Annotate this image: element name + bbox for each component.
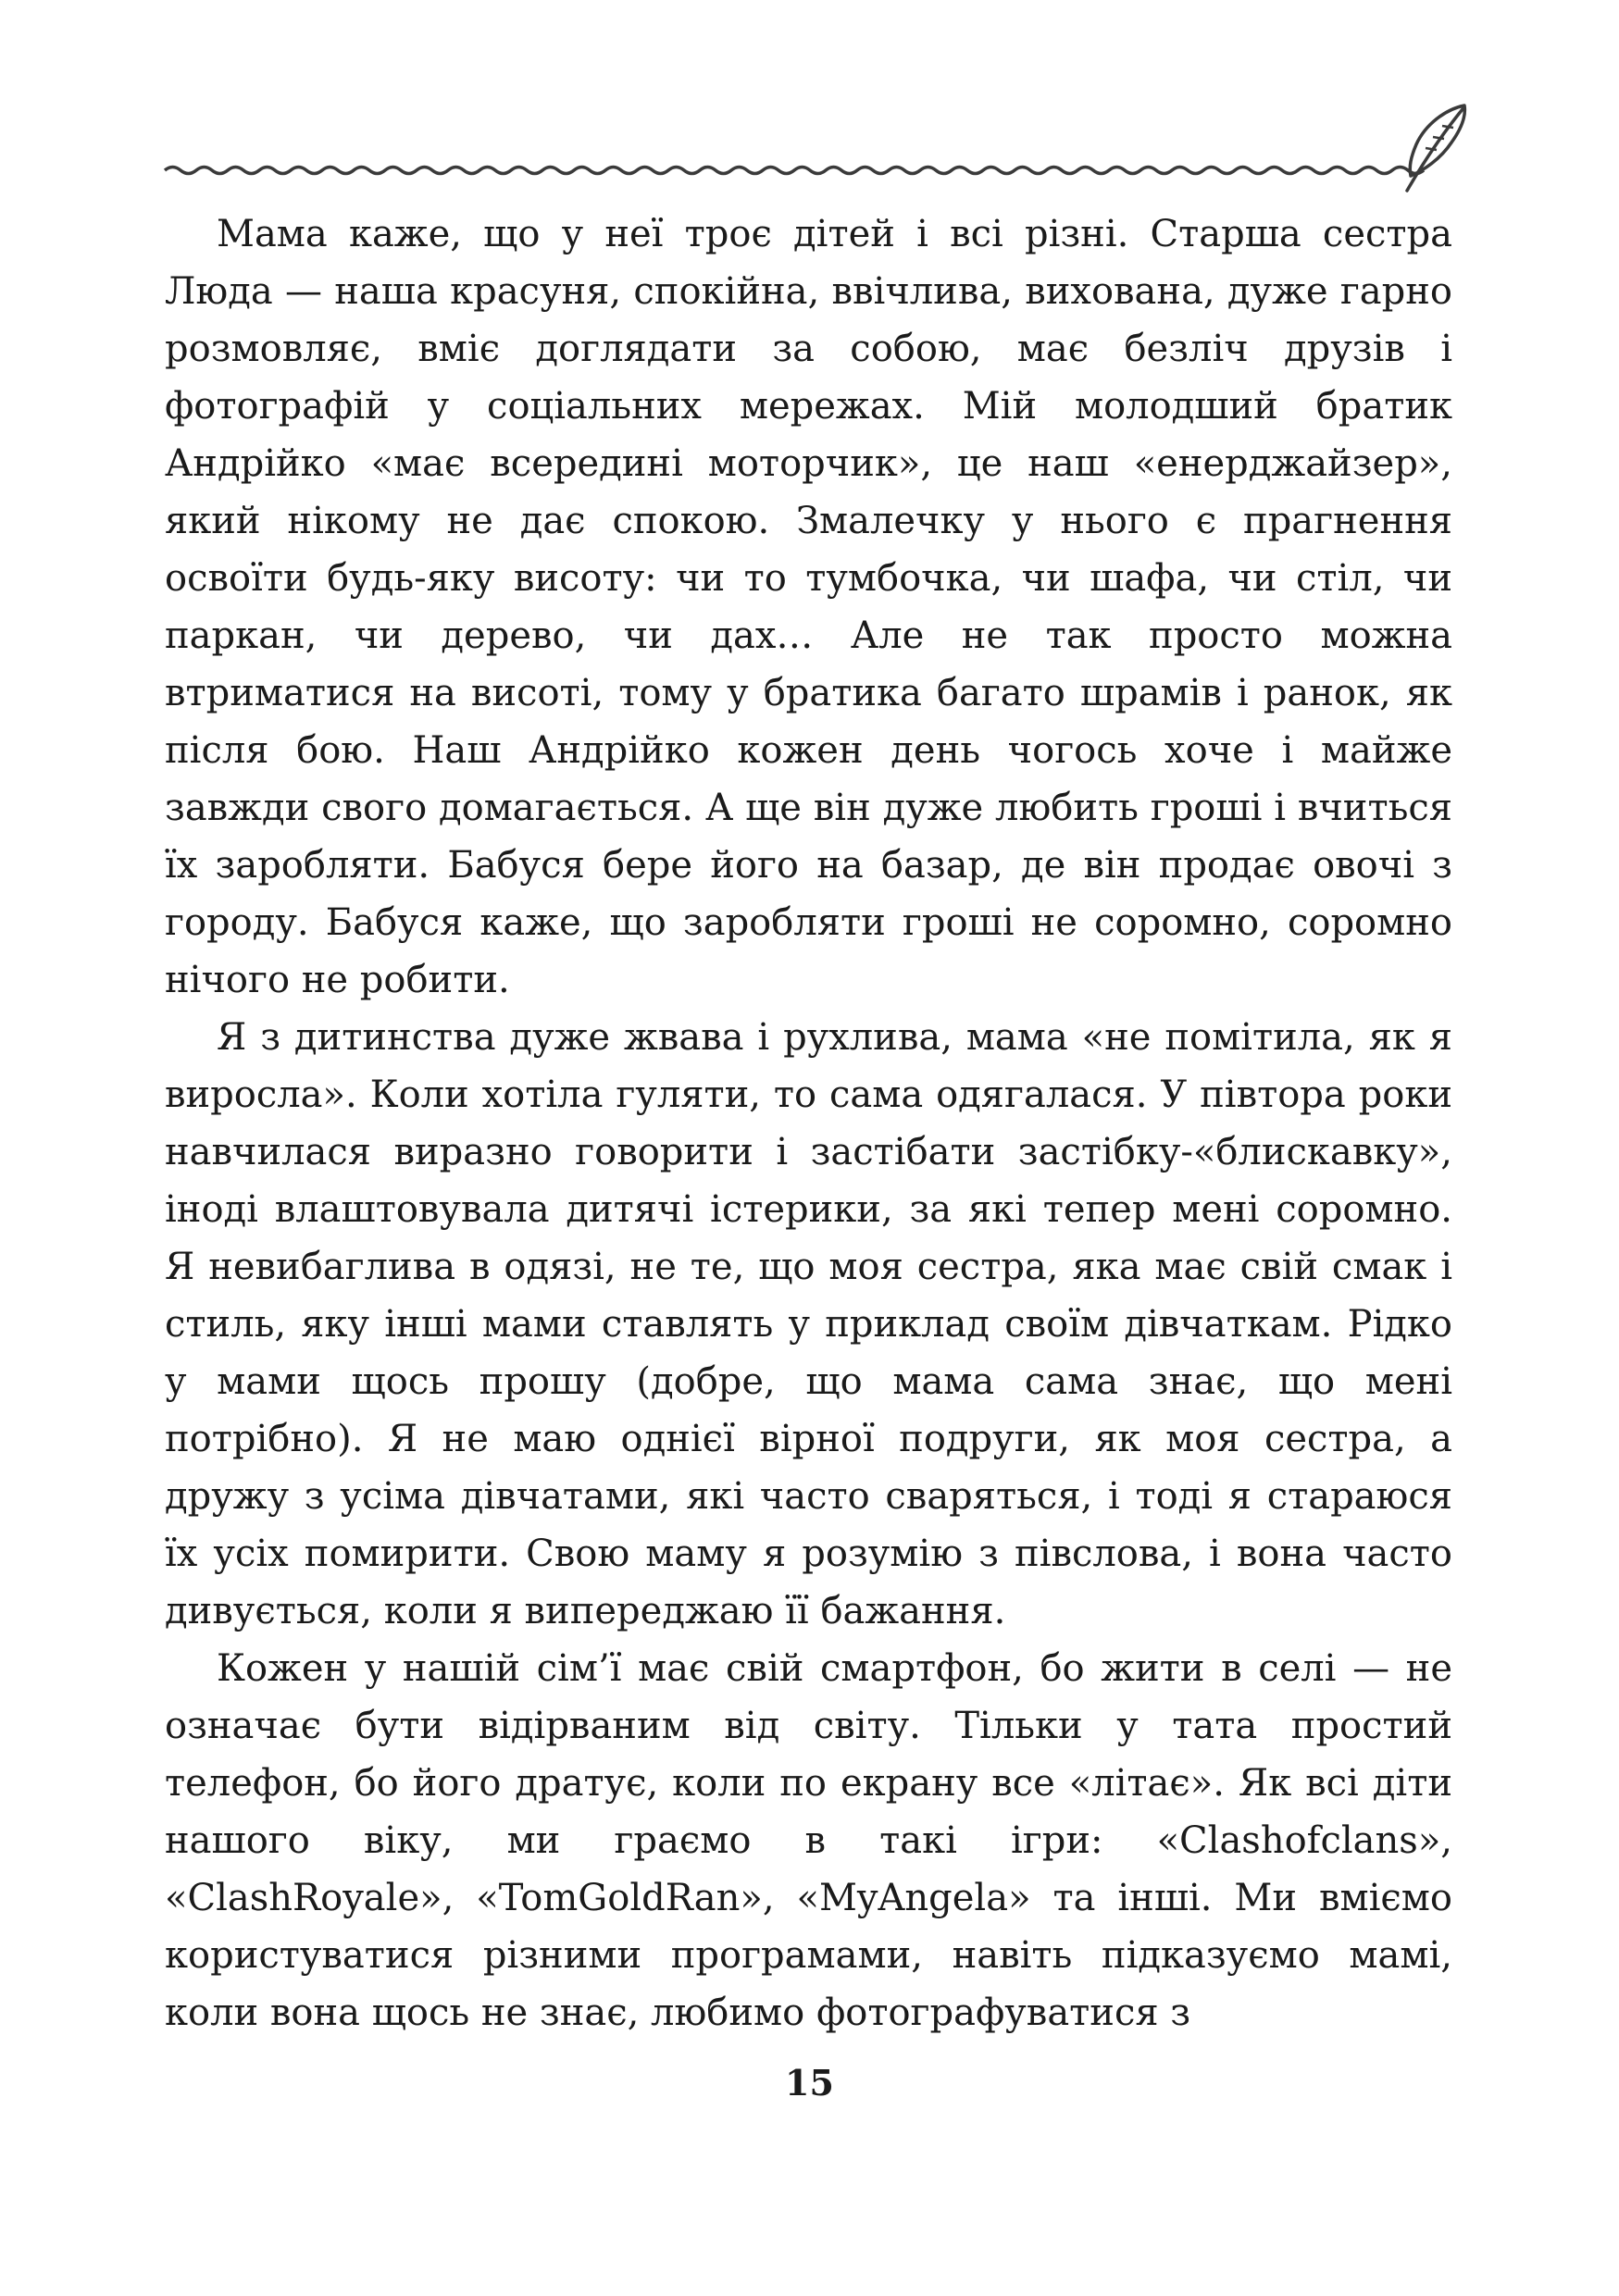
article-body: [165, 205, 1452, 2042]
paragraph-2: Я з дитинства дуже жвава і рухлива, мама «не помітила, як я виросла». Коли хотіла гуляти, то сама одягалася. У півтора роки навчилася виразно говорити і застібати застібку-«блискавку», іноді влаштовувала дитячі істерики, за які тепер мені соромно. Я невибаглива в одязі, не те, що моя сестра, яка має свій смак і стиль, яку інші мами ставлять у приклад своїм дівчаткам. Рідко у мами щось прошу (добре, що мама сама знає, що мені потрібно). Я не маю однієї вірної подруги, як моя сестра, а дружу з усіма дівчатами, які часто сваряться, і тоді я стараюся їх усіх помирити. Свою маму я розумію з півслова, і вона часто дивується, коли я випереджаю її бажання.: [165, 1016, 1452, 1632]
wavy-line: [165, 168, 1424, 174]
page-number: 15: [785, 2062, 834, 2104]
paragraph-1: Мама каже, що у неї троє дітей і всі різні. Старша сестра Люда — наша красуня, спокійна, ввічлива, вихована, дуже гарно розмовляє, вміє доглядати за собою, має безліч друзів і фотографій у соціальних мережах. Мій молодший братик Андрійко «має всередині моторчик», це наш «енерджайзер», який нікому не дає спокою. Змалечку у нього є прагнення освоїти будь-яку висоту: чи то тумбочка, чи шафа, чи стіл, чи паркан, чи дерево, чи дах… Але не так просто можна втриматися на висоті, тому у братика багато шрамів і ранок, як після бою. Наш Андрійко кожен день чогось хоче і майже завжди свого домагається. А ще він дуже любить гроші і вчиться їх заробляти. Бабуся бере його на базар, де він продає овочі з городу. Бабуся каже, що заробляти гроші не соромно, соромно нічого не робити.: [165, 213, 1452, 1001]
feather-quill-icon: [1407, 105, 1464, 191]
paragraph-3: Кожен у нашій сім’ї має свій смартфон, бо жити в селі — не означає бути відірваним від світу. Тільки у тата простий телефон, бо його дратує, коли по екрану все «літає». Як всі діти нашого віку, ми граємо в такі ігри: «Clashofclans», «ClashRoyale», «TomGoldRan», «MyAngela» та інші. Ми вміємо користуватися різними програмами, навіть підказуємо мамі, коли вона щось не знає, любимо фотографуватися з: [165, 1647, 1452, 2034]
header-wave-ornament: [157, 93, 1490, 194]
